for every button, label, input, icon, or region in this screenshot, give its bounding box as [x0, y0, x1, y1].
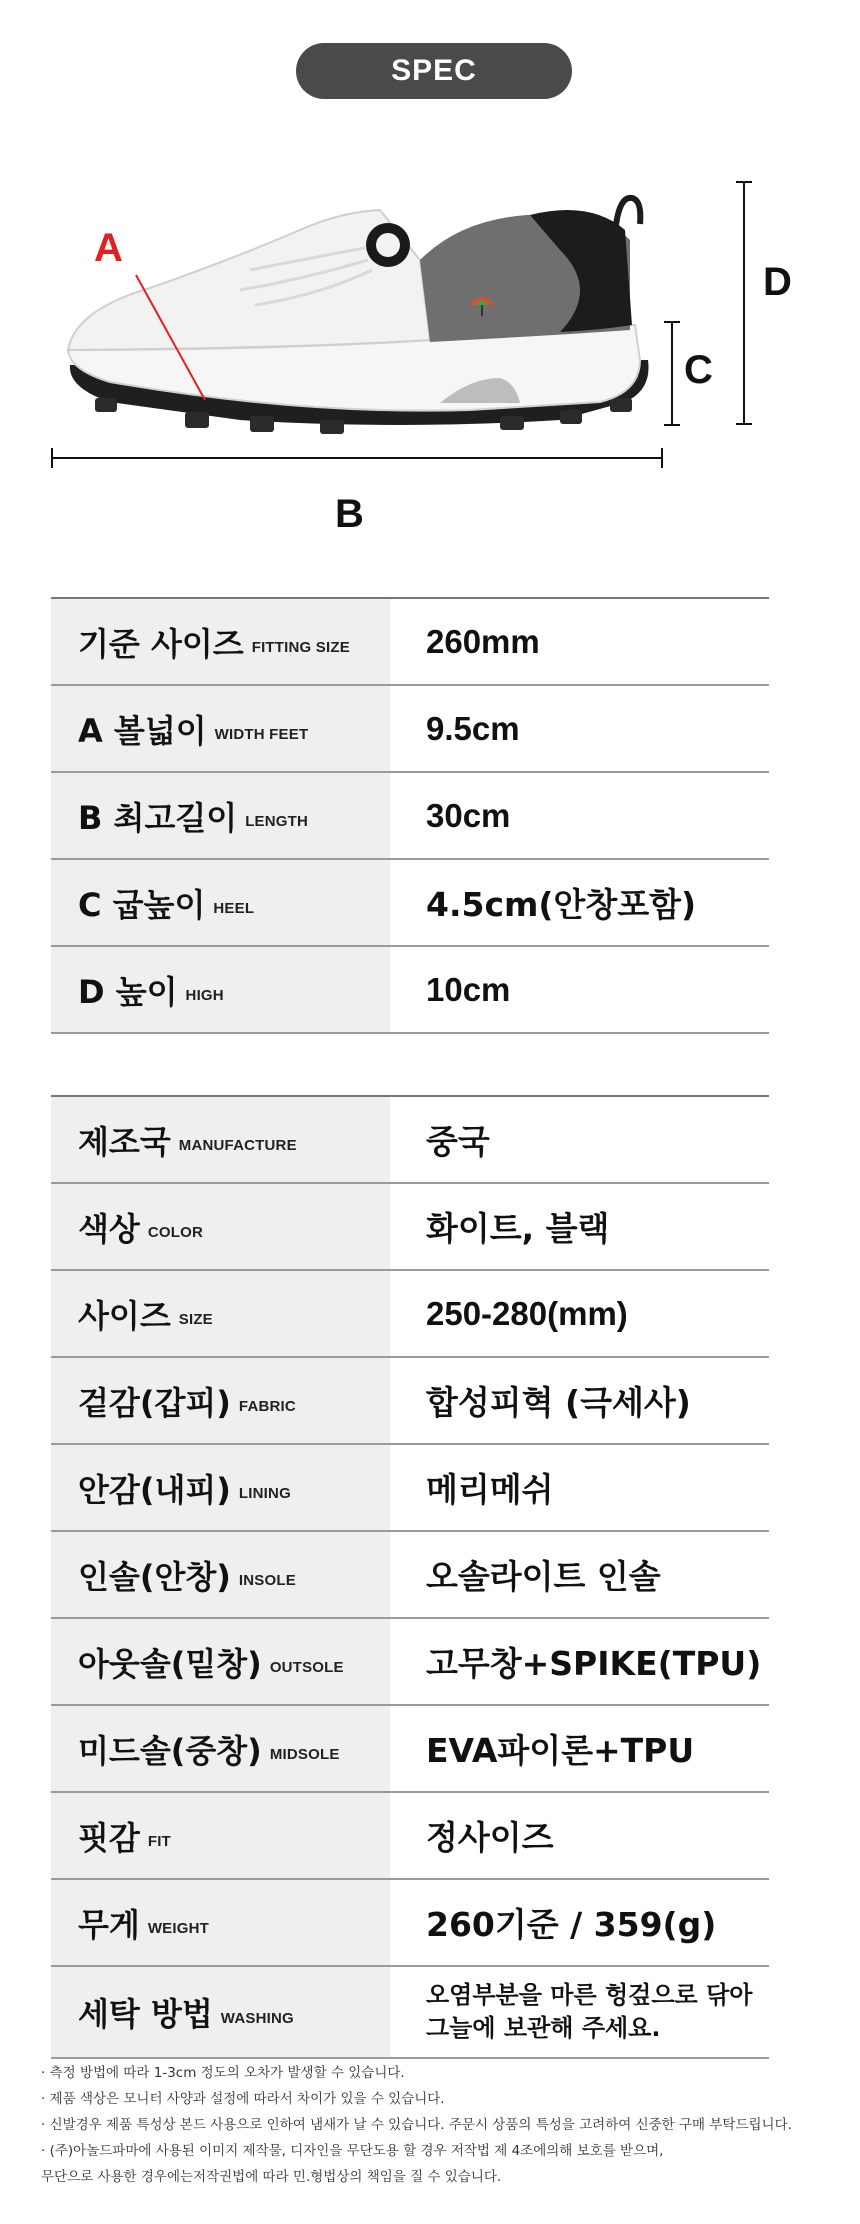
row-label: 아웃솔(밑창)	[78, 1644, 262, 1683]
label-a: A	[94, 226, 123, 270]
row-sublabel: OUTSOLE	[269, 1659, 344, 1676]
measurement-table	[51, 597, 769, 1034]
table-row	[51, 773, 769, 860]
row-sublabel: FITTING SIZE	[251, 639, 350, 656]
table-row	[51, 1358, 769, 1445]
row-label: 무게	[78, 1905, 140, 1944]
row-sublabel: LENGTH	[245, 813, 309, 830]
row-value: 260mm	[426, 622, 540, 660]
row-value: 중국	[426, 1122, 490, 1161]
row-label: 사이즈	[78, 1296, 171, 1335]
row-value: EVA파이론+TPU	[426, 1731, 695, 1770]
note-line: · (주)아놀드파마에 사용된 이미지 제작물, 디자인을 무단도용 할 경우 저작법 제 4조에의해 보호를 받으며,	[41, 2143, 664, 2159]
row-label: D 높이	[78, 972, 178, 1011]
row-label: 색상	[78, 1209, 140, 1248]
row-label: 핏감	[78, 1818, 140, 1857]
row-value: 오솔라이트 인솔	[426, 1557, 661, 1596]
table-row	[51, 1706, 769, 1793]
row-sublabel: WASHING	[220, 2009, 294, 2027]
row-label: 안감(내피)	[78, 1470, 231, 1509]
note-line: · 측정 방법에 따라 1-3cm 정도의 오차가 발생할 수 있습니다.	[41, 2065, 405, 2081]
row-label: 겉감(갑피)	[78, 1383, 231, 1422]
row-value	[390, 1967, 769, 2057]
row-sublabel: HEEL	[213, 900, 255, 917]
row-sublabel: COLOR	[147, 1224, 203, 1241]
table-row	[51, 686, 769, 773]
note-line: · 신발경우 제품 특성상 본드 사용으로 인하여 냄새가 날 수 있습니다. 주문시 상품의 특성을 고려하여 신중한 구매 부탁드립니다.	[41, 2117, 792, 2133]
row-label: 인솔(안창)	[78, 1557, 231, 1596]
row-value: 9.5cm	[426, 709, 520, 747]
row-sublabel: WEIGHT	[147, 1920, 210, 1937]
shoe-illustration	[0, 120, 860, 550]
table-row	[51, 1184, 769, 1271]
label-b: B	[335, 492, 364, 536]
row-value: 10cm	[426, 970, 511, 1008]
spec-title-badge	[296, 43, 572, 99]
table-row	[51, 1880, 769, 1967]
table-row	[51, 1271, 769, 1358]
row-value: 30cm	[426, 796, 511, 834]
table-row	[51, 599, 769, 686]
note-line: 무단으로 사용한 경우에는저작권법에 따라 민.형법상의 책임을 질 수 있습니다.	[41, 2169, 502, 2185]
table-row	[51, 860, 769, 947]
table-row	[51, 947, 769, 1034]
table-row	[51, 1619, 769, 1706]
row-sublabel: MIDSOLE	[269, 1746, 340, 1763]
row-value: 정사이즈	[426, 1818, 554, 1857]
row-sublabel: FABRIC	[238, 1398, 296, 1415]
label-d: D	[763, 260, 792, 304]
label-c: C	[684, 348, 713, 392]
row-label: C 굽높이	[78, 885, 206, 924]
row-label: B 최고길이	[78, 798, 238, 837]
row-value: 화이트, 블랙	[426, 1209, 610, 1248]
pull-tab	[616, 198, 640, 225]
row-label: 미드솔(중창)	[78, 1731, 262, 1770]
notes	[41, 2060, 841, 2190]
row-value: 합성피혁 (극세사)	[426, 1383, 691, 1422]
row-label: A 볼넓이	[78, 711, 207, 750]
spec-title: SPEC	[391, 54, 477, 87]
row-sublabel: MANUFACTURE	[178, 1137, 297, 1154]
table-row	[51, 1097, 769, 1184]
row-value: 260기준 / 359(g)	[426, 1905, 717, 1944]
row-label: 기준 사이즈	[78, 624, 244, 663]
details-table	[51, 1095, 769, 2059]
row-sublabel: SIZE	[178, 1311, 213, 1328]
row-sublabel: INSOLE	[238, 1572, 296, 1589]
washing-line-2: 그늘에 보관해 주세요.	[426, 2014, 661, 2042]
shoe-diagram	[0, 120, 860, 550]
table-row	[51, 1532, 769, 1619]
row-label: 세탁 방법	[78, 1995, 213, 2033]
row-sublabel: HIGH	[185, 987, 224, 1004]
table-row	[51, 1445, 769, 1532]
row-sublabel: FIT	[147, 1833, 171, 1850]
row-value: 고무창+SPIKE(TPU)	[426, 1644, 762, 1683]
table-row	[51, 1967, 769, 2059]
row-sublabel: WIDTH FEET	[214, 726, 309, 743]
washing-line-1: 오염부분을 마른 헝겊으로 닦아	[426, 1981, 753, 2009]
row-value: 메리메쉬	[426, 1470, 554, 1509]
row-label: 제조국	[78, 1122, 171, 1161]
table-row	[51, 1793, 769, 1880]
row-sublabel: LINING	[238, 1485, 291, 1502]
row-value: 4.5cm(안창포함)	[426, 885, 697, 924]
note-line: · 제품 색상은 모니터 사양과 설정에 따라서 차이가 있을 수 있습니다.	[41, 2091, 445, 2107]
row-value: 250-280(mm)	[426, 1294, 628, 1332]
